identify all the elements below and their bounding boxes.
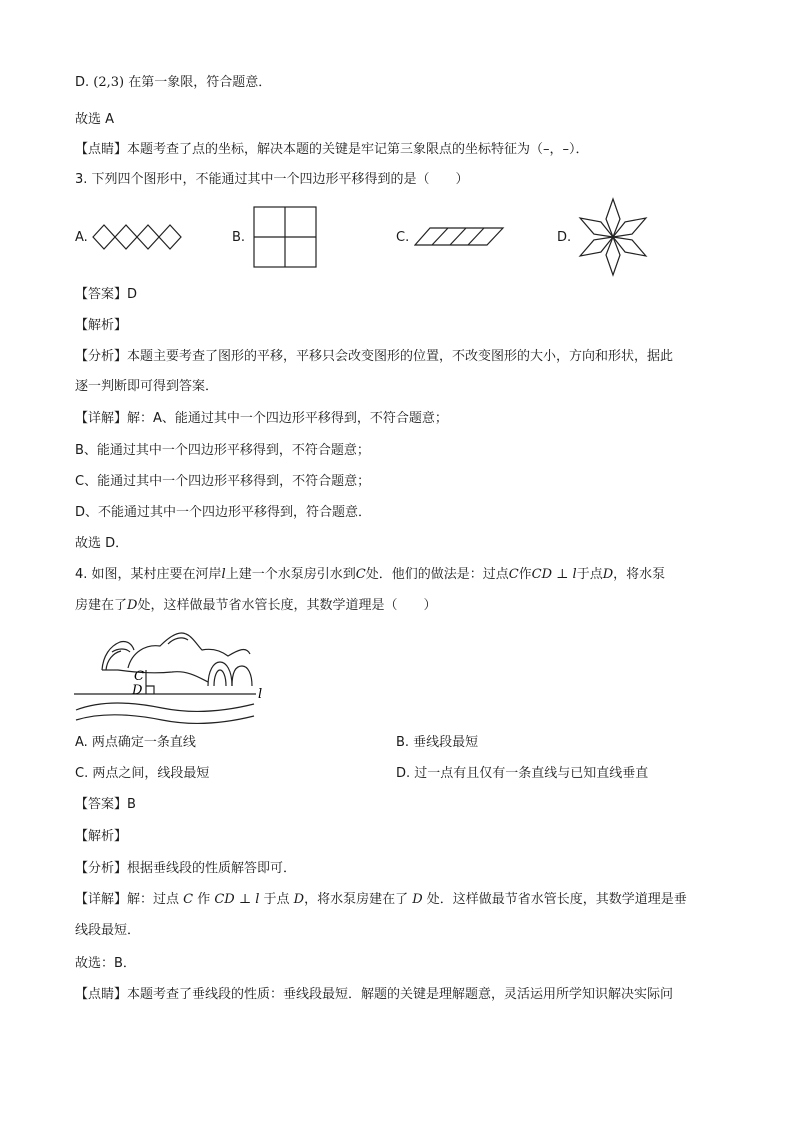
- q4-analysis-heading: 【解析】: [75, 829, 128, 844]
- q3-detail-d: D、不能通过其中一个四边形平移得到，符合题意．: [75, 505, 372, 520]
- q4-stem-line2: [75, 597, 436, 615]
- var-d: D: [412, 892, 423, 907]
- q3-option-d-label: D.: [557, 230, 572, 245]
- q3-option-c-label: C.: [396, 230, 410, 245]
- text: ，将水泵房建在了: [304, 892, 413, 907]
- q4-option-b: B. 垂线段最短: [396, 735, 479, 750]
- q4-comment: 【点睛】本题考查了垂线段的性质：垂线段最短．解题的关键是理解题意，灵活运用所学知识解决实际问: [75, 987, 674, 1002]
- expr-cd-perp-l: CD ⊥ l: [214, 892, 260, 907]
- var-c: C: [355, 567, 366, 582]
- option-text: 在第一象限，符合题意．: [124, 75, 272, 90]
- text: 作: [193, 892, 215, 907]
- q3-choice: 故选 D．: [75, 536, 129, 551]
- text: ，将水泵: [613, 567, 666, 582]
- q2-option-d: [75, 74, 271, 92]
- q4-option-a: A. 两点确定一条直线: [75, 735, 196, 750]
- q4-analysis: 【分析】根据垂线段的性质解答即可．: [75, 861, 297, 876]
- right-angle-mark: [146, 686, 154, 694]
- var-c: C: [508, 567, 519, 582]
- text: 处，这样做最节省水管长度，其数学道理是（ ）: [137, 598, 437, 613]
- text: 处．他们的做法是：过点: [365, 567, 509, 582]
- q3-figure-c-parallelograms: [414, 226, 506, 248]
- q3-detail-a: 【详解】解：A、能通过其中一个四边形平移得到，不符合题意；: [75, 411, 448, 426]
- river-wave-1: [76, 703, 254, 711]
- mountain-outline: [128, 633, 250, 668]
- q3-detail-c: C、能通过其中一个四边形平移得到，不符合题意；: [75, 474, 371, 489]
- expr-cd-perp-l: CD ⊥ l: [531, 567, 577, 582]
- var-d: D: [602, 567, 614, 582]
- var-d: D: [127, 598, 138, 613]
- q3-figure-a-diamonds: [92, 223, 186, 253]
- text: 4. 如图，某村庄要在河岸: [75, 567, 222, 582]
- q4-figure-river-village: [72, 622, 272, 726]
- option-label: D.: [75, 75, 94, 90]
- q3-analysis-heading: 【解析】: [75, 318, 128, 333]
- text: 处．这样做最节省水管长度，其数学道理是垂: [422, 892, 687, 907]
- q3-answer: 【答案】D: [75, 287, 138, 302]
- text: 作: [518, 567, 532, 582]
- q2-comment: 【点睛】本题考查了点的坐标，解决本题的关键是牢记第三象限点的坐标特征为（–，–）．: [75, 142, 589, 157]
- q3-detail-b: B、能通过其中一个四边形平移得到，不符合题意；: [75, 443, 370, 458]
- q3-figure-d-rhombus-star: [577, 196, 649, 278]
- river-wave-2: [76, 715, 254, 724]
- var-d: D: [293, 892, 305, 907]
- label-l: l: [258, 687, 263, 702]
- house-arch: [208, 662, 232, 686]
- q3-stem: 3. 下列四个图形中，不能通过其中一个四边形平移得到的是（ ）: [75, 172, 469, 187]
- text: 房建在了: [75, 598, 128, 613]
- q4-detail-line1: [75, 891, 687, 909]
- q4-stem-line1: [75, 566, 665, 584]
- var-l: l: [221, 567, 226, 582]
- q4-detail-line2: 线段最短．: [75, 923, 141, 938]
- point-coordinate: (2,3): [93, 75, 125, 90]
- q3-option-a-label: A.: [75, 230, 88, 245]
- q2-answer-choice: 故选 A: [75, 112, 115, 127]
- q4-option-c: C. 两点之间，线段最短: [75, 766, 210, 781]
- q3-figure-b-grid: [252, 205, 320, 271]
- q4-answer: 【答案】B: [75, 797, 136, 812]
- q4-choice: 故选：B．: [75, 956, 136, 971]
- q3-analysis-line2: 逐一判断即可得到答案．: [75, 379, 219, 394]
- text: 于点: [576, 567, 603, 582]
- text: 于点: [259, 892, 294, 907]
- label-d: D: [132, 683, 143, 698]
- label-c: C: [134, 669, 144, 684]
- text: 上建一个水泵房引水到: [225, 567, 356, 582]
- q3-analysis-line1: 【分析】本题主要考查了图形的平移，平移只会改变图形的位置，不改变图形的大小，方向和形状，据此: [75, 349, 674, 364]
- q3-option-b-label: B.: [232, 230, 246, 245]
- text: 【详解】解：过点: [75, 892, 184, 907]
- q4-option-d: D. 过一点有且仅有一条直线与已知直线垂直: [396, 766, 649, 781]
- var-c: C: [183, 892, 194, 907]
